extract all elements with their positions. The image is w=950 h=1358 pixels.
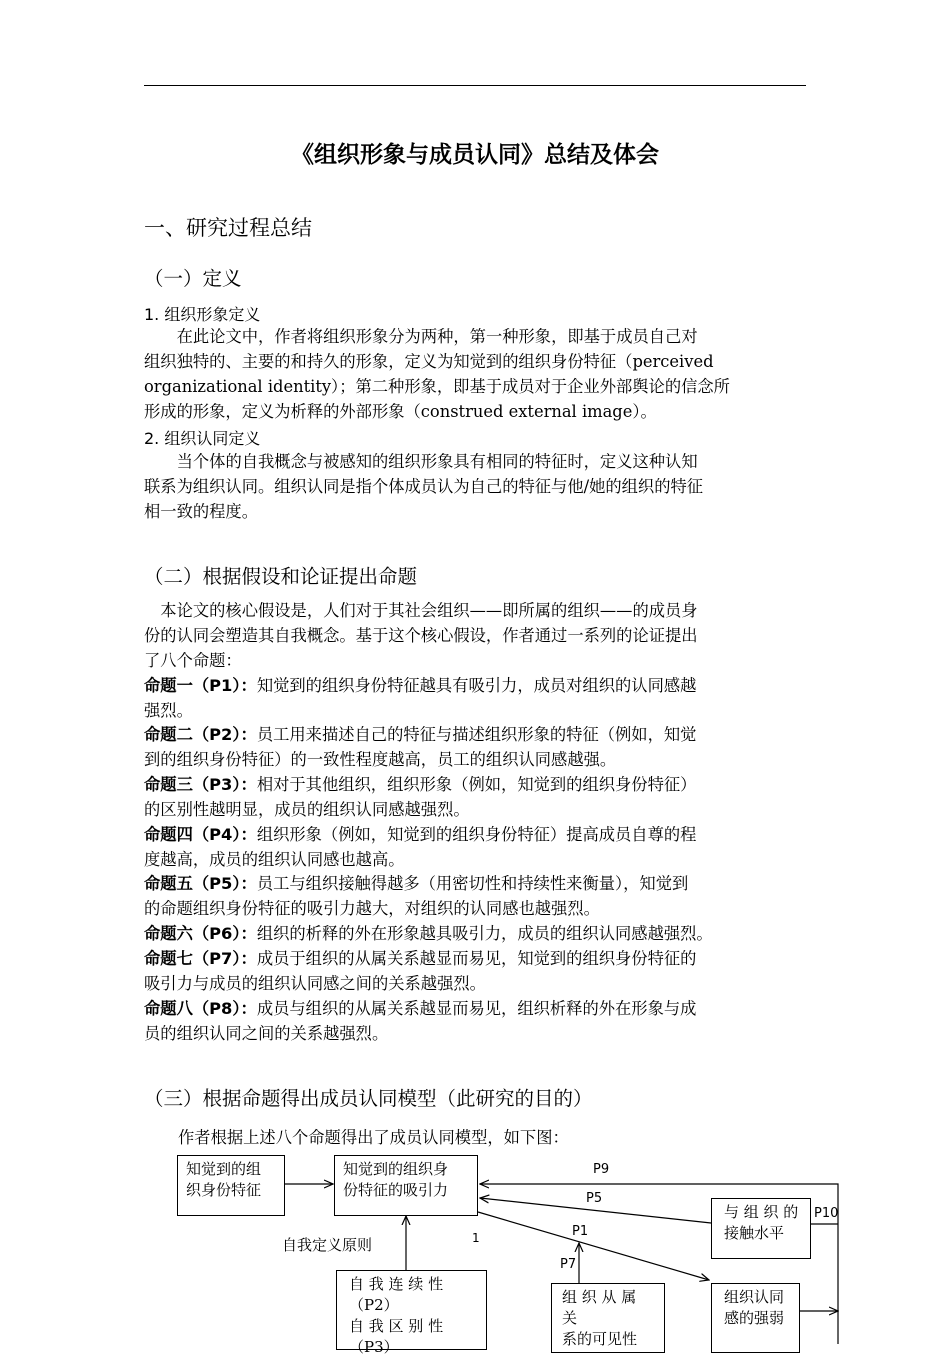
label-self-definition-principle: 自我定义原则 bbox=[282, 1236, 373, 1254]
box-identification-strength bbox=[711, 1283, 800, 1353]
box-line: 份特征的吸引力 bbox=[343, 1181, 449, 1199]
paragraph-org-image bbox=[144, 324, 806, 424]
proposition-text-continued: 的区别性越明显，成员的组织认同感越强烈。 bbox=[144, 800, 470, 819]
section-heading-1: 一、研究过程总结 bbox=[144, 216, 312, 240]
subsection-heading-model: （三）根据命题得出成员认同模型（此研究的目的） bbox=[144, 1087, 593, 1110]
box-identity-attractiveness bbox=[334, 1155, 478, 1216]
paragraph-line: 相一致的程度。 bbox=[144, 502, 258, 521]
box-line: 与 组 织 的 bbox=[724, 1203, 799, 1221]
proposition-label: 命题三（P3）： bbox=[144, 775, 257, 794]
box-line: 组织认同 bbox=[724, 1288, 785, 1306]
proposition-5 bbox=[144, 871, 806, 921]
proposition-label: 命题四（P4）： bbox=[144, 825, 257, 844]
proposition-text: 成员与组织的从属关系越显而易见，组织析释的外在形象与成 bbox=[256, 999, 697, 1018]
proposition-label: 命题八（P8）： bbox=[144, 999, 257, 1018]
proposition-text-continued: 度越高，成员的组织认同感也越高。 bbox=[144, 850, 405, 869]
paragraph-line: 本论文的核心假设是，人们对于其社会组织——即所属的组织——的成员身 bbox=[160, 601, 698, 620]
proposition-label: 命题六（P6）： bbox=[144, 924, 257, 943]
paragraph-line: 当个体的自我概念与被感知的组织形象具有相同的特征时，定义这种认知 bbox=[176, 452, 698, 471]
subsection-heading-propositions: （二）根据假设和论证提出命题 bbox=[144, 565, 418, 588]
item-title-org-identity: 2. 组织认同定义 bbox=[144, 429, 261, 448]
proposition-text: 员工用来描述自己的特征与描述组织形象的特征（例如，知觉 bbox=[256, 725, 697, 744]
label-p1: P1 bbox=[572, 1224, 589, 1239]
proposition-text-continued: 吸引力与成员的组织认同感之间的关系越强烈。 bbox=[144, 974, 486, 993]
proposition-8 bbox=[144, 996, 806, 1046]
box-self-principles bbox=[336, 1270, 487, 1356]
proposition-text: 组织形象（例如，知觉到的组织身份特征）提高成员自尊的程 bbox=[256, 825, 697, 844]
paragraph-line: 份的认同会塑造其自我概念。基于这个核心假设，作者通过一系列的论证提出 bbox=[144, 626, 698, 645]
box-line: 系的可见性 bbox=[562, 1330, 638, 1348]
label-one: 1 bbox=[472, 1231, 480, 1245]
box-line: 知觉到的组织身 bbox=[343, 1160, 449, 1178]
label-p9: P9 bbox=[593, 1162, 610, 1177]
box-line: 组 织 从 属 关 bbox=[562, 1288, 637, 1327]
box-line: 接触水平 bbox=[724, 1224, 785, 1242]
proposition-7 bbox=[144, 946, 806, 996]
proposition-text: 员工与组织接触得越多（用密切性和持续性来衡量），知觉到 bbox=[256, 874, 689, 893]
box-line: 织身份特征 bbox=[186, 1181, 262, 1199]
item-title-org-image: 1. 组织形象定义 bbox=[144, 305, 261, 324]
proposition-text: 成员于组织的从属关系越显而易见，知觉到的组织身份特征的 bbox=[256, 949, 697, 968]
box-line: 知觉到的组 bbox=[186, 1160, 262, 1178]
proposition-label: 命题一（P1）： bbox=[144, 676, 257, 695]
box-line: 感的强弱 bbox=[724, 1309, 785, 1327]
box-line: （P3） bbox=[349, 1338, 399, 1356]
proposition-1 bbox=[144, 673, 806, 723]
proposition-text-continued: 强烈。 bbox=[144, 701, 193, 720]
paragraph-line: 联系为组织认同。组织认同是指个体成员认为自己的特征与他/她的组织的特征 bbox=[144, 477, 704, 496]
arrow-p1 bbox=[478, 1212, 709, 1280]
box-line: 自 我 区 别 性 bbox=[349, 1317, 444, 1335]
header-rule bbox=[144, 85, 806, 86]
label-p7: P7 bbox=[560, 1257, 577, 1272]
paragraph-line: 形成的形象，定义为析释的外部形象（construed external image）。 bbox=[144, 402, 657, 421]
paragraph-line: organizational identity）；第二种形象，即基于成员对于企业外部舆论的信念所 bbox=[144, 377, 730, 396]
proposition-text: 相对于其他组织，组织形象（例如，知觉到的组织身份特征） bbox=[256, 775, 697, 794]
box-line: 自 我 连 续 性 bbox=[349, 1275, 444, 1293]
proposition-label: 命题五（P5）： bbox=[144, 874, 257, 893]
proposition-text-continued: 的命题组织身份特征的吸引力越大，对组织的认同感也越强烈。 bbox=[144, 899, 600, 918]
proposition-label: 命题二（P2）： bbox=[144, 725, 257, 744]
document-title: 《组织形象与成员认同》总结及体会 bbox=[291, 142, 659, 168]
box-membership-visibility bbox=[551, 1283, 665, 1353]
proposition-6 bbox=[144, 921, 806, 946]
box-contact-level bbox=[711, 1198, 811, 1259]
proposition-label: 命题七（P7）： bbox=[144, 949, 257, 968]
box-perceived-identity bbox=[177, 1155, 285, 1216]
proposition-text-continued: 到的组织身份特征）的一致性程度越高，员工的组织认同感越强。 bbox=[144, 750, 617, 769]
paragraph-core-hypothesis bbox=[144, 598, 806, 673]
proposition-text-continued: 员的组织认同之间的关系越强烈。 bbox=[144, 1024, 389, 1043]
label-p10: P10 bbox=[814, 1206, 839, 1221]
paragraph-line: 组织独特的、主要的和持久的形象，定义为知觉到的组织身份特征（perceived bbox=[144, 352, 714, 371]
proposition-4 bbox=[144, 822, 806, 872]
paragraph-line: 了八个命题： bbox=[144, 651, 242, 670]
model-intro: 作者根据上述八个命题得出了成员认同模型，如下图： bbox=[178, 1128, 569, 1147]
box-line: （P2） bbox=[349, 1296, 399, 1314]
subsection-heading-definition: （一）定义 bbox=[144, 267, 242, 290]
proposition-text: 知觉到的组织身份特征越具有吸引力，成员对组织的认同感越 bbox=[256, 676, 697, 695]
proposition-3 bbox=[144, 772, 806, 822]
label-p5: P5 bbox=[586, 1191, 603, 1206]
proposition-2 bbox=[144, 722, 806, 772]
paragraph-line: 在此论文中，作者将组织形象分为两种，第一种形象，即基于成员自己对 bbox=[176, 327, 698, 346]
proposition-text: 组织的析释的外在形象越具吸引力，成员的组织认同感越强烈。 bbox=[256, 924, 713, 943]
paragraph-org-identity bbox=[144, 449, 806, 524]
